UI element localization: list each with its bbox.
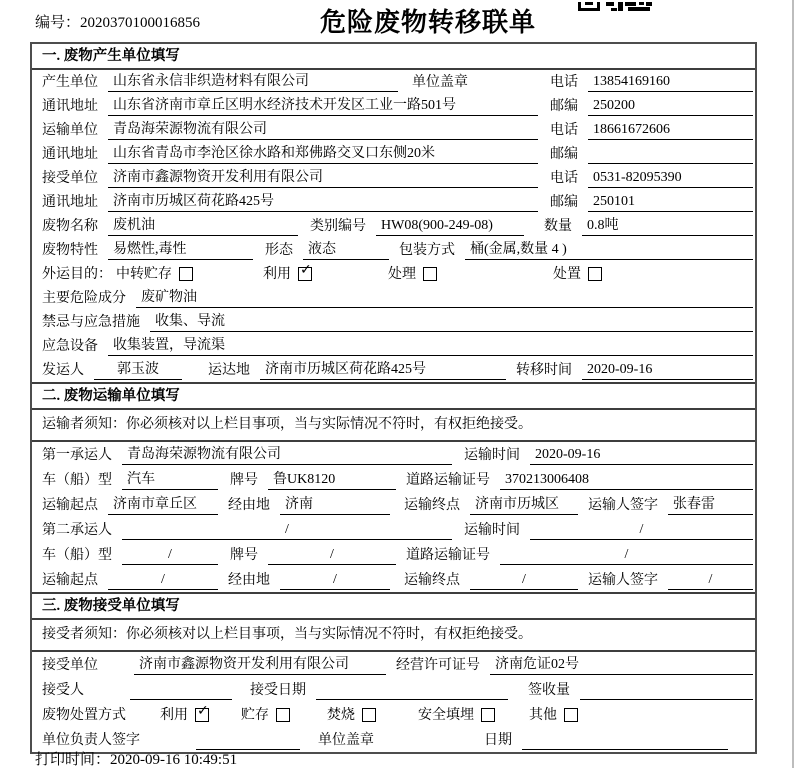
phone-label: 电话 (550, 171, 578, 186)
receive-unit-confirm-row (32, 652, 755, 677)
zip-label: 邮编 (550, 99, 578, 114)
section3-header: 三. 废物接受单位填写 (32, 592, 755, 620)
via2-label: 经由地 (228, 573, 270, 588)
receive-date-label: 接受日期 (250, 683, 306, 698)
option-label: 利用 (160, 708, 188, 723)
disposal-option-incinerate (327, 706, 376, 725)
checkbox-unchecked-icon (276, 708, 290, 722)
seal-date-value (522, 730, 728, 750)
route2-row (32, 567, 755, 592)
receive-unit2-value: 济南市鑫源物资开发利用有限公司 (134, 655, 386, 675)
received-quantity-value (580, 680, 753, 700)
received-quantity-label: 签收量 (528, 683, 570, 698)
waste-name-label: 废物名称 (42, 219, 98, 234)
phone-label: 电话 (550, 75, 578, 90)
option-label: 利用 (263, 267, 291, 282)
via1-label: 经由地 (228, 498, 270, 513)
checkbox-unchecked-icon (423, 267, 437, 281)
receive-phone-value: 0531-82095390 (588, 168, 753, 188)
disposal-option-landfill (418, 706, 495, 725)
transporter-notice: 运输者须知：你必须核对以上栏目事项，当与实际情况不符时，有权拒绝接受。 (32, 410, 755, 442)
vehicle-type2-value: / (122, 545, 218, 565)
disposal-method-row (32, 702, 755, 727)
waste-name-row (32, 214, 755, 238)
carrier1-value: 青岛海荣源物流有限公司 (122, 445, 452, 465)
transport-address-value: 山东省青岛市李沧区徐水路和郑佛路交叉口东侧20米 (108, 144, 538, 164)
plate-number2-label: 牌号 (230, 548, 258, 563)
receive-date-value (316, 680, 508, 700)
emergency-equipment-value: 收集装置，导流渠 (108, 336, 753, 356)
receiver-person-value (130, 680, 232, 700)
transport-zip-group (550, 144, 753, 164)
print-time-label: 打印时间： (35, 752, 111, 768)
transfer-date-label: 转移时间 (516, 363, 572, 378)
option-label: 贮存 (241, 708, 269, 723)
producer-unit-value: 山东省永信非织造材料有限公司 (108, 72, 398, 92)
consignor-value: 郭玉波 (94, 360, 182, 380)
vehicle2-row (32, 542, 755, 567)
transfer-purpose-row (32, 262, 755, 286)
road-permit2-value: / (500, 545, 753, 565)
transport-time2-value: / (530, 520, 753, 540)
transport-unit-value: 青岛海荣源物流有限公司 (108, 120, 538, 140)
consignor-row (32, 358, 755, 382)
carrier-sign2-label: 运输人签字 (588, 573, 658, 588)
option-label: 焚烧 (327, 708, 355, 723)
plate-number1-value: 鲁UK8120 (268, 470, 396, 490)
destination-value: 济南市历城区荷花路425号 (260, 360, 506, 380)
terminus2-value: / (470, 570, 578, 590)
receiver-person-label: 接受人 (42, 683, 84, 698)
receive-address-value: 济南市历城区荷花路425号 (108, 192, 538, 212)
page-right-edge-divider (792, 0, 794, 768)
phone-label: 电话 (550, 123, 578, 138)
serial-value: 2020370100016856 (80, 15, 201, 31)
plate-number1-label: 牌号 (230, 473, 258, 488)
vehicle-type1-value: 汽车 (122, 470, 218, 490)
producer-unit-label: 产生单位 (42, 75, 98, 90)
plate-number2-value: / (268, 545, 396, 565)
waste-trait-label: 废物特性 (42, 243, 98, 258)
checkbox-unchecked-icon (564, 708, 578, 722)
checkbox-checked-icon (195, 702, 209, 722)
carrier1-row (32, 442, 755, 467)
carrier2-row (32, 517, 755, 542)
waste-name-value: 废机油 (108, 216, 298, 236)
terminus1-value: 济南市历城区 (470, 495, 578, 515)
receiver-person-row (32, 677, 755, 702)
checkbox-unchecked-icon (179, 267, 193, 281)
purpose-option-treatment (388, 265, 437, 284)
transport-zip-value (588, 144, 753, 164)
section2-header: 二. 废物运输单位填写 (32, 382, 755, 410)
transport-address-label: 通讯地址 (42, 147, 98, 162)
transport-phone-group (550, 120, 753, 140)
receive-unit-label: 接受单位 (42, 171, 98, 186)
option-label: 中转贮存 (116, 267, 172, 282)
origin2-label: 运输起点 (42, 573, 98, 588)
transport-unit-row (32, 118, 755, 142)
emergency-equipment-label: 应急设备 (42, 339, 98, 354)
check-mark-icon: ✓ (197, 702, 209, 719)
permit-number-value: 济南危证02号 (490, 655, 753, 675)
transport-time1-value: 2020-09-16 (530, 445, 753, 465)
taboo-measures-value: 收集、导流 (150, 312, 753, 332)
route1-row (32, 492, 755, 517)
carrier1-label: 第一承运人 (42, 448, 112, 463)
receive-unit2-label: 接受单位 (42, 658, 98, 673)
disposal-option-storage (241, 706, 290, 725)
road-permit1-value: 370213006408 (500, 470, 753, 490)
manifest-form-table (30, 42, 757, 754)
print-time-value: 2020-09-16 10:49:51 (110, 752, 238, 768)
receive-address-row (32, 190, 755, 214)
consignor-label: 发运人 (42, 363, 84, 378)
option-label: 安全填埋 (418, 708, 474, 723)
packing-method-value: 桶(金属,数量 4 ) (465, 240, 753, 260)
check-mark-icon: ✓ (300, 261, 312, 278)
waste-trait-row (32, 238, 755, 262)
manager-signature-label: 单位负责人签字 (42, 733, 140, 748)
receive-zip-group (550, 192, 753, 212)
purpose-option-recycle (263, 261, 312, 284)
producer-zip-group (550, 96, 753, 116)
via2-value: / (280, 570, 390, 590)
receive-zip-value: 250101 (588, 192, 753, 212)
disposal-option-other (529, 706, 578, 725)
receiver-notice: 接受者须知：你必须核对以上栏目事项，当与实际情况不符时，有权拒绝接受。 (32, 620, 755, 652)
vehicle1-row (32, 467, 755, 492)
road-permit2-label: 道路运输证号 (406, 548, 490, 563)
main-hazard-value: 废矿物油 (136, 288, 753, 308)
carrier-sign1-value: 张春雷 (668, 495, 753, 515)
waste-trait-value: 易燃性,毒性 (108, 240, 253, 260)
producer-address-row (32, 94, 755, 118)
zip-label: 邮编 (550, 195, 578, 210)
waste-quantity-value: 0.8吨 (582, 216, 753, 236)
transport-address-row (32, 142, 755, 166)
transfer-purpose-label: 外运目的： (42, 267, 112, 282)
purpose-option-transit-storage (116, 265, 193, 284)
terminus1-label: 运输终点 (404, 498, 460, 513)
purpose-option-disposal (553, 265, 602, 284)
main-hazard-row (32, 286, 755, 310)
transport-time2-label: 运输时间 (464, 523, 520, 538)
producer-unit-row (32, 70, 755, 94)
print-time-line (35, 748, 237, 769)
carrier-sign2-value: / (668, 570, 753, 590)
carrier-sign1-label: 运输人签字 (588, 498, 658, 513)
seal-date-label: 日期 (484, 733, 512, 748)
waste-quantity-label: 数量 (544, 219, 572, 234)
zip-label: 邮编 (550, 147, 578, 162)
receive-phone-group (550, 168, 753, 188)
waste-code-label: 类别编号 (310, 219, 366, 234)
carrier2-value: / (122, 520, 452, 540)
serial-label: 编号： (35, 15, 81, 31)
option-label: 其他 (529, 708, 557, 723)
disposal-option-recycle (160, 702, 209, 725)
carrier2-label: 第二承运人 (42, 523, 112, 538)
transfer-date-value: 2020-09-16 (582, 360, 753, 380)
via1-value: 济南 (280, 495, 390, 515)
manager-signature-value (196, 730, 300, 750)
producer-address-label: 通讯地址 (42, 99, 98, 114)
unit-seal-label: 单位盖章 (412, 75, 468, 90)
origin2-value: / (108, 570, 218, 590)
unit-seal-label: 单位盖章 (318, 733, 374, 748)
producer-zip-value: 250200 (588, 96, 753, 116)
checkbox-unchecked-icon (362, 708, 376, 722)
disposal-method-label: 废物处置方式 (42, 708, 126, 723)
producer-phone-value: 13854169160 (588, 72, 753, 92)
emergency-equipment-row (32, 334, 755, 358)
origin1-label: 运输起点 (42, 498, 98, 513)
vehicle-type2-label: 车（船）型 (42, 548, 112, 563)
receive-unit-row (32, 166, 755, 190)
terminus2-label: 运输终点 (404, 573, 460, 588)
receive-address-label: 通讯地址 (42, 195, 98, 210)
option-label: 处理 (388, 267, 416, 282)
road-permit1-label: 道路运输证号 (406, 473, 490, 488)
taboo-measures-row (32, 310, 755, 334)
waste-form-value: 液态 (303, 240, 389, 260)
origin1-value: 济南市章丘区 (108, 495, 218, 515)
producer-phone-group (550, 72, 753, 92)
page-title: 危险废物转移联单 (320, 8, 537, 37)
transport-unit-label: 运输单位 (42, 123, 98, 138)
section1-header: 一. 废物产生单位填写 (32, 44, 755, 70)
transport-time1-label: 运输时间 (464, 448, 520, 463)
transport-phone-value: 18661672606 (588, 120, 753, 140)
checkbox-unchecked-icon (481, 708, 495, 722)
option-label: 处置 (553, 267, 581, 282)
vehicle-type1-label: 车（船）型 (42, 473, 112, 488)
taboo-measures-label: 禁忌与应急措施 (42, 315, 140, 330)
receive-unit-value: 济南市鑫源物资开发利用有限公司 (108, 168, 538, 188)
serial-number-line (35, 11, 200, 32)
destination-label: 运达地 (208, 363, 250, 378)
main-hazard-label: 主要危险成分 (42, 291, 126, 306)
waste-code-value: HW08(900-249-08) (376, 216, 524, 236)
producer-address-value: 山东省济南市章丘区明水经济技术开发区工业一路501号 (108, 96, 538, 116)
document-header (0, 0, 796, 40)
packing-method-label: 包装方式 (399, 243, 455, 258)
qr-code-fragment-icon (578, 0, 652, 16)
waste-form-label: 形态 (265, 243, 293, 258)
permit-number-label: 经营许可证号 (396, 658, 480, 673)
checkbox-checked-icon (298, 261, 312, 281)
checkbox-unchecked-icon (588, 267, 602, 281)
